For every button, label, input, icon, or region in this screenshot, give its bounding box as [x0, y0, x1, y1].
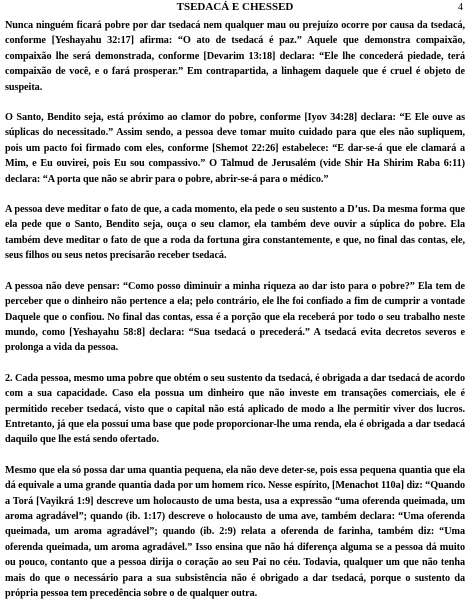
document-body [5, 18, 465, 601]
paragraph-3: A pessoa deve meditar o fato de que, a cada momento, ela pede o seu sustento a D’us. Da mesma forma que ela pede que o Santo, Bendito seja, ouça o seu clamor, ela também deve ouvir a súplica do pobre. Ela também deve meditar o fato de que a roda da fortuna gira constantemente, e que, no final das contas, ele, seus filhos ou seus netos precisarão receber tsedacá. [5, 204, 465, 262]
page-number: 4 [458, 2, 463, 13]
paragraph-1: Nunca ninguém ficará pobre por dar tsedacá nem qualquer mau ou prejuízo ocorre por causa da tsedacá, conforme [Yeshayahu 32:17] afirma: “O ato de tsedacá é paz.” Aquele que demonstra compaixão, compaixão lhe será demonstrada, conforme [Devarim 13:18] declara: “Ele lhe concederá piedade, terá compaixão de você, e o fará prosperar.” Em contrapartida, a linhagem daquele que é cruel é objeto de suspeita. [5, 20, 465, 93]
running-title: TSEDACÁ E CHESSED [176, 1, 294, 13]
paragraph-5: 2. Cada pessoa, mesmo uma pobre que obtém o seu sustento da tsedacá, é obrigada a dar tsedacá de acordo com a sua capacidade. Caso ela possua um dinheiro que não investe em transações comerciais, ele é permitido receber tsedacá, visto que o capital não está aplicado de modo a lhe permitir viver dos lucros. Entretanto, já que ela possui uma base que pode proporcionar-lhe uma renda, ela é obrigada a dar tsedacá daquilo que lhe está sendo ofertado. [5, 372, 465, 446]
paragraph-6: Mesmo que ela só possa dar uma quantia pequena, ela não deve deter-se, pois essa pequena quantia que ela dá equivale a uma grande quantia dada por um homem rico. Nesse espírito, [Menachot 110a] diz: “Quando a Torá [Vayikrá 1:9] descreve um holocausto de uma besta, usa a expressão “uma oferenda queimada, um aroma agradável”; quando (ib. 1:17) descreve o holocausto de uma ave, também declara: “Uma oferenda queimada, um aroma agradável”; quando (ib. 2:9) relata a oferenda de farinha, também diz: “Uma oferenda queimada, um aroma agradável.” Isso ensina que não há diferença alguma se a pessoa dá muito ou pouco, contanto que a pessoa dirija o coração ao seu Pai no céu. Todavia, qualquer um que não tenha mais do que o necessário para a sua subsistência não é obrigado a dar tsedacá, porque o sustento da própria pessoa tem precedência sobre o de qualquer outra. [5, 464, 466, 599]
paragraph-2: O Santo, Bendito seja, está próximo ao clamor do pobre, conforme [Iyov 34:28] declara: “E Ele ouve as súplicas do necessitado.” Assim sendo, a pessoa deve tomar muito cuidado para que eles não supliquem, pois um pacto foi firmado com eles, conforme [Shemot 22:26] estabelece: “E dar-se-á que ele clamará a Mim, e Eu ouvirei, pois Eu sou compassivo.” O Talmud de Jerusalém (vide Shir Ha Shirim Raba 6:11) declara: “A porta que não se abrir para o pobre, abrir-se-á para o médico.” [5, 112, 465, 185]
paragraph-4: A pessoa não deve pensar: “Como posso diminuir a minha riqueza ao dar isto para o pobre?” Ela tem de perceber que o dinheiro não pertence a ela; pelo contrário, ele lhe foi confiado a fim de cumprir a vontade Daquele que o confiou. No final das contas, essa é a porção que ela receberá por todo o seu trabalho neste mundo, como [Yeshayahu 58:8] declara: “Sua tsedacá o precederá.” A tsedacá evita decretos severos e prolonga a vida da pessoa. [5, 280, 465, 354]
page-header [5, 1, 465, 16]
